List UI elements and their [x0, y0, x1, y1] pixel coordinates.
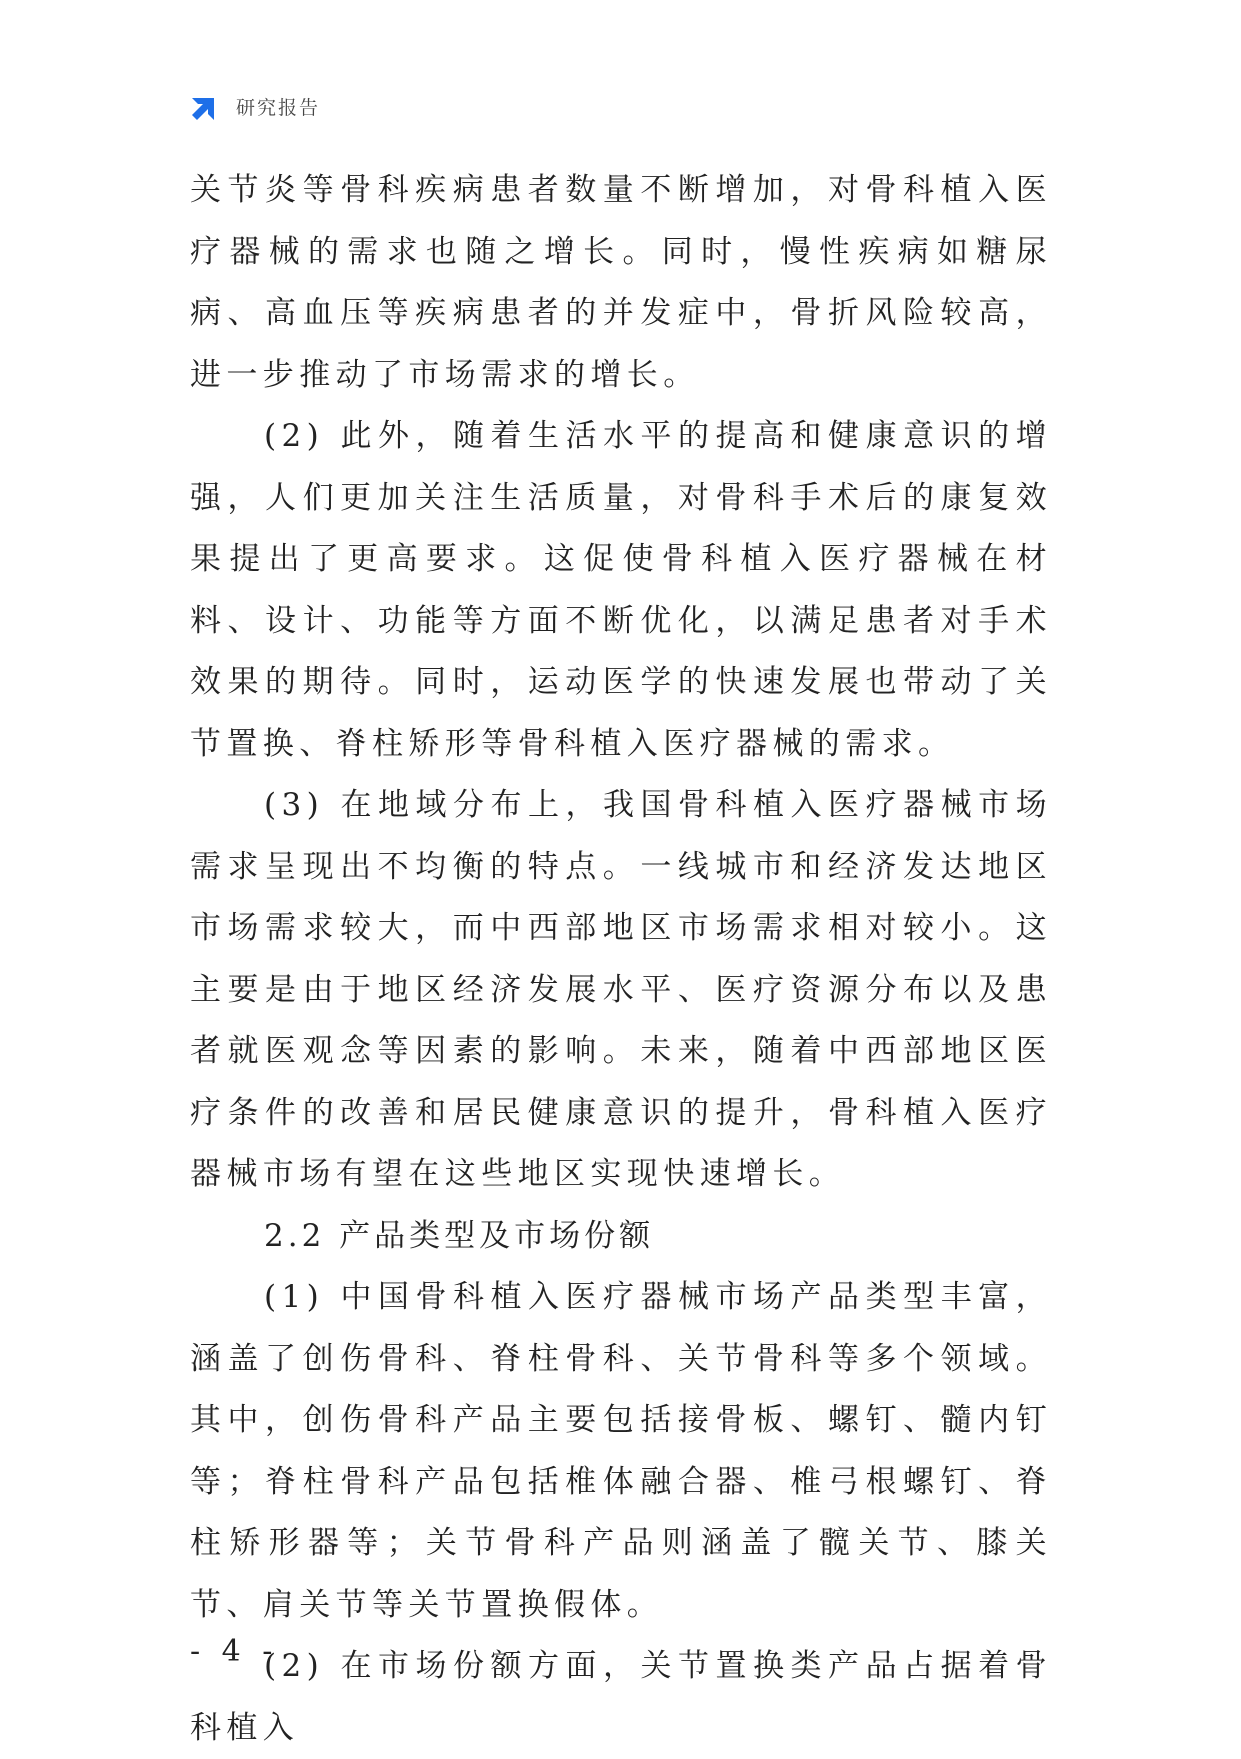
paragraph-demand-3: (3) 在地域分布上，我国骨科植入医疗器械市场需求呈现出不均衡的特点。一线城市和经济发达地区市场需求较大，而中西部地区市场需求相对较小。这主要是由于地区经济发展水平、医疗资源分布以及患者就医观念等因素的影响。未来，随着中西部地区医疗条件的改善和居民健康意识的提升，骨科植入医疗器械市场有望在这些地区实现快速增长。 — [190, 787, 1052, 1192]
paragraph-continued: 关节炎等骨科疾病患者数量不断增加，对骨科植入医疗器械的需求也随之增长。同时，慢性疾病如糖尿病、高血压等疾病患者的并发症中，骨折风险较高，进一步推动了市场需求的增长。 — [190, 172, 1052, 393]
header-title: 研究报告 — [236, 96, 321, 119]
arrow-up-right-icon — [190, 90, 222, 122]
section-heading: 2.2 产品类型及市场份额 — [264, 1217, 655, 1254]
paragraph-products-2: (2) 在市场份额方面，关节置换类产品占据着骨科植入 — [190, 1648, 1052, 1746]
paragraph-products-1: (1) 中国骨科植入医疗器械市场产品类型丰富，涵盖了创伤骨科、脊柱骨科、关节骨科等多个领域。其中，创伤骨科产品主要包括接骨板、螺钉、髓内钉等；脊柱骨科产品包括椎体融合器、椎弓根螺钉、脊柱矫形器等；关节骨科产品则涵盖了髋关节、膝关节、肩关节等关节置换假体。 — [190, 1279, 1052, 1623]
document-header — [190, 88, 320, 124]
page-number: - 4 - — [190, 1634, 279, 1669]
document-body — [190, 160, 1052, 1759]
paragraph-demand-2: (2) 此外，随着生活水平的提高和健康意识的增强，人们更加关注生活质量，对骨科手术后的康复效果提出了更高要求。这促使骨科植入医疗器械在材料、设计、功能等方面不断优化，以满足患者对手术效果的期待。同时，运动医学的快速发展也带动了关节置换、脊柱矫形等骨科植入医疗器械的需求。 — [190, 418, 1052, 762]
